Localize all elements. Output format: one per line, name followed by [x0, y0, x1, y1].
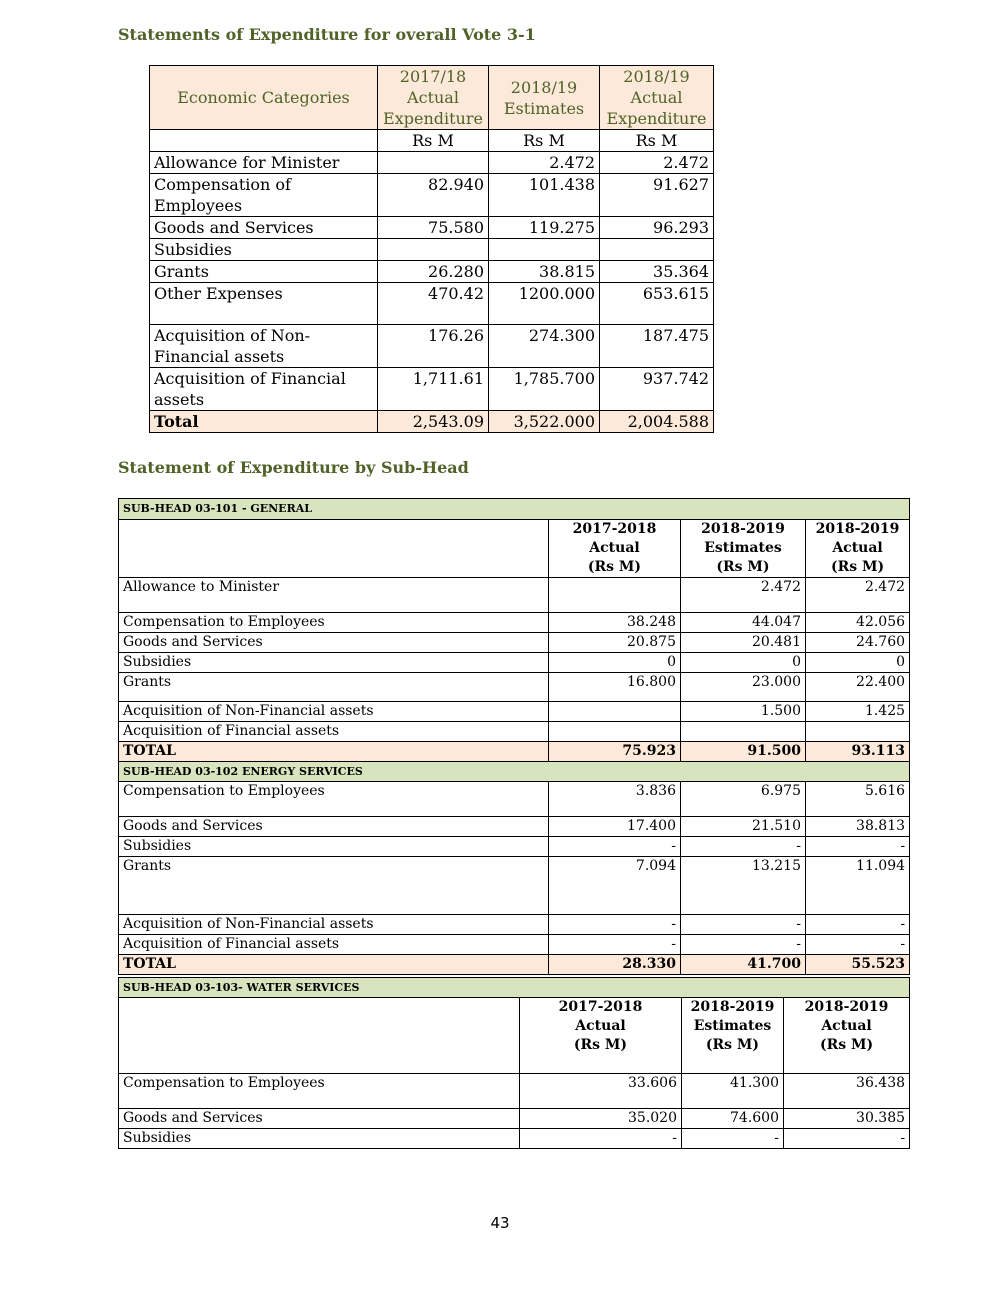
row-label: Allowance to Minister — [119, 578, 549, 613]
header-economic-categories: Economic Categories — [150, 66, 378, 130]
value-cell: 0 — [549, 653, 681, 673]
header-2018-actual: 2018-2019 Actual (Rs M) — [806, 520, 910, 578]
value-cell: 20.481 — [681, 633, 806, 653]
value-cell: 36.438 — [784, 1074, 910, 1109]
value-cell: - — [806, 837, 910, 857]
subhead-code: SUB-HEAD 03-102 — [123, 765, 239, 778]
value-cell: 119.275 — [489, 217, 600, 239]
table-row — [119, 613, 910, 633]
subhead-heading: Statement of Expenditure by Sub-Head — [118, 458, 469, 477]
value-cell: 21.510 — [681, 817, 806, 837]
value-cell: 2.472 — [489, 152, 600, 174]
header-2018-actual: 2018-2019 Actual (Rs M) — [784, 998, 910, 1074]
subhead-code: SUB-HEAD 03-101 — [123, 502, 239, 515]
subhead-103-title-row — [119, 978, 910, 998]
value-cell: - — [549, 935, 681, 955]
header-2018-estimates: 2018-2019 Estimates (Rs M) — [682, 998, 784, 1074]
value-cell — [806, 722, 910, 742]
total-value: 75.923 — [549, 742, 681, 762]
value-cell: 20.875 — [549, 633, 681, 653]
value-cell: 0 — [806, 653, 910, 673]
value-cell: 22.400 — [806, 673, 910, 702]
row-label: Acquisition of Non-Financial assets — [119, 702, 549, 722]
subhead-101-102-table — [118, 498, 910, 975]
row-label: Grants — [119, 673, 549, 702]
header-2017-actual: 2017-2018 Actual (Rs M) — [549, 520, 681, 578]
value-cell: 2.472 — [806, 578, 910, 613]
value-cell: 2.472 — [681, 578, 806, 613]
table-row — [119, 817, 910, 837]
value-cell: - — [520, 1129, 682, 1149]
value-cell: 3.836 — [549, 782, 681, 817]
table-row — [150, 239, 714, 261]
value-cell: - — [806, 915, 910, 935]
column-header-row — [119, 520, 910, 578]
value-cell: 75.580 — [378, 217, 489, 239]
row-label: Acquisition of Financial assets — [119, 935, 549, 955]
row-label: Subsidies — [119, 837, 549, 857]
table-row — [119, 578, 910, 613]
value-cell: 30.385 — [784, 1109, 910, 1129]
value-cell: - — [784, 1129, 910, 1149]
header-2017-actual: 2017-2018 Actual (Rs M) — [520, 998, 682, 1074]
value-cell: 1.425 — [806, 702, 910, 722]
value-cell: 44.047 — [681, 613, 806, 633]
total-value: 2,543.09 — [378, 411, 489, 433]
table-row — [119, 1074, 910, 1109]
table-row — [119, 837, 910, 857]
total-row — [150, 411, 714, 433]
total-row — [119, 742, 910, 762]
value-cell: 5.616 — [806, 782, 910, 817]
value-cell: 96.293 — [600, 217, 714, 239]
row-label: Compensation to Employees — [119, 782, 549, 817]
header-2018-estimates: 2018-2019 Estimates (Rs M) — [681, 520, 806, 578]
row-label: Acquisition of Financial assets — [119, 722, 549, 742]
table-row — [119, 702, 910, 722]
table-row — [119, 935, 910, 955]
table-row — [150, 283, 714, 325]
value-cell: 16.800 — [549, 673, 681, 702]
value-cell: 11.094 — [806, 857, 910, 915]
table-row — [119, 633, 910, 653]
row-label: Acquisition of Non-Financial assets — [119, 915, 549, 935]
value-cell: 937.742 — [600, 368, 714, 411]
value-cell — [600, 239, 714, 261]
row-label: Goods and Services — [119, 1109, 520, 1129]
value-cell — [378, 239, 489, 261]
value-cell — [378, 152, 489, 174]
category-label: Grants — [150, 261, 378, 283]
value-cell: 1,711.61 — [378, 368, 489, 411]
table-row — [119, 1109, 910, 1129]
category-label: Allowance for Minister — [150, 152, 378, 174]
subhead-name: ENERGY SERVICES — [238, 765, 363, 778]
header-2018-actual: 2018/19 Actual Expenditure — [600, 66, 714, 130]
value-cell: 653.615 — [600, 283, 714, 325]
category-label: Other Expenses — [150, 283, 378, 325]
category-label: Acquisition of Non-Financial assets — [150, 325, 378, 368]
subhead-name: - GENERAL — [238, 502, 312, 515]
value-cell: - — [549, 837, 681, 857]
table-row — [150, 261, 714, 283]
total-value: 93.113 — [806, 742, 910, 762]
value-cell — [549, 578, 681, 613]
value-cell: 1.500 — [681, 702, 806, 722]
header-2018-estimates: 2018/19 Estimates — [489, 66, 600, 130]
total-row — [119, 955, 910, 975]
value-cell: - — [681, 915, 806, 935]
value-cell: 187.475 — [600, 325, 714, 368]
value-cell: 38.815 — [489, 261, 600, 283]
table-row — [119, 857, 910, 915]
category-label: Goods and Services — [150, 217, 378, 239]
subhead-code: SUB-HEAD 03-103- — [123, 981, 243, 994]
total-value: 41.700 — [681, 955, 806, 975]
subhead-title — [119, 499, 910, 520]
row-label: Compensation to Employees — [119, 613, 549, 633]
subhead-title — [119, 762, 910, 782]
value-cell: 82.940 — [378, 174, 489, 217]
value-cell: - — [806, 935, 910, 955]
subhead-title — [119, 978, 910, 998]
table-row — [119, 915, 910, 935]
value-cell — [489, 239, 600, 261]
row-label: Goods and Services — [119, 633, 549, 653]
value-cell: - — [681, 935, 806, 955]
total-value: 28.330 — [549, 955, 681, 975]
subhead-103-table — [118, 977, 910, 1149]
value-cell — [549, 722, 681, 742]
column-header-row — [119, 998, 910, 1074]
row-label: Subsidies — [119, 653, 549, 673]
page-number: 43 — [490, 1214, 510, 1232]
value-cell: 6.975 — [681, 782, 806, 817]
row-label: Grants — [119, 857, 549, 915]
value-cell: 91.627 — [600, 174, 714, 217]
category-label: Acquisition of Financial assets — [150, 368, 378, 411]
table-row — [119, 1129, 910, 1149]
table-row — [150, 368, 714, 411]
unit-cell — [150, 130, 378, 152]
value-cell: 176.26 — [378, 325, 489, 368]
category-label: Subsidies — [150, 239, 378, 261]
subhead-name: WATER SERVICES — [242, 981, 360, 994]
row-label: Compensation to Employees — [119, 1074, 520, 1109]
value-cell: 101.438 — [489, 174, 600, 217]
value-cell: 17.400 — [549, 817, 681, 837]
value-cell: 35.020 — [520, 1109, 682, 1129]
total-value: 55.523 — [806, 955, 910, 975]
value-cell: 74.600 — [682, 1109, 784, 1129]
value-cell: - — [682, 1129, 784, 1149]
row-label: Goods and Services — [119, 817, 549, 837]
table-row — [150, 217, 714, 239]
row-label: Subsidies — [119, 1129, 520, 1149]
value-cell: 7.094 — [549, 857, 681, 915]
overall-heading: Statements of Expenditure for overall Vote 3-1 — [118, 25, 536, 44]
value-cell: 33.606 — [520, 1074, 682, 1109]
value-cell — [549, 702, 681, 722]
unit-cell: Rs M — [378, 130, 489, 152]
value-cell: 41.300 — [682, 1074, 784, 1109]
unit-cell: Rs M — [600, 130, 714, 152]
subhead-101-title-row — [119, 499, 910, 520]
value-cell: 35.364 — [600, 261, 714, 283]
value-cell: 38.248 — [549, 613, 681, 633]
value-cell: 13.215 — [681, 857, 806, 915]
value-cell: 24.760 — [806, 633, 910, 653]
value-cell: - — [549, 915, 681, 935]
value-cell — [681, 722, 806, 742]
value-cell: 38.813 — [806, 817, 910, 837]
value-cell: - — [681, 837, 806, 857]
overall-expenditure-table — [149, 65, 714, 433]
value-cell: 26.280 — [378, 261, 489, 283]
table-row — [150, 152, 714, 174]
header-2017-actual: 2017/18 Actual Expenditure — [378, 66, 489, 130]
table-row — [119, 782, 910, 817]
total-label: Total — [150, 411, 378, 433]
table-row — [119, 673, 910, 702]
table-row — [119, 722, 910, 742]
value-cell: 1,785.700 — [489, 368, 600, 411]
total-value: 3,522.000 — [489, 411, 600, 433]
value-cell: 23.000 — [681, 673, 806, 702]
subhead-102-title-row — [119, 762, 910, 782]
category-label: Compensation of Employees — [150, 174, 378, 217]
table-row — [119, 653, 910, 673]
value-cell: 470.42 — [378, 283, 489, 325]
table-row — [150, 325, 714, 368]
empty-header — [119, 998, 520, 1074]
total-value: 91.500 — [681, 742, 806, 762]
value-cell: 1200.000 — [489, 283, 600, 325]
empty-header — [119, 520, 549, 578]
table-row — [150, 174, 714, 217]
value-cell: 274.300 — [489, 325, 600, 368]
total-label: TOTAL — [119, 742, 549, 762]
total-value: 2,004.588 — [600, 411, 714, 433]
value-cell: 0 — [681, 653, 806, 673]
total-label: TOTAL — [119, 955, 549, 975]
value-cell: 2.472 — [600, 152, 714, 174]
unit-cell: Rs M — [489, 130, 600, 152]
value-cell: 42.056 — [806, 613, 910, 633]
